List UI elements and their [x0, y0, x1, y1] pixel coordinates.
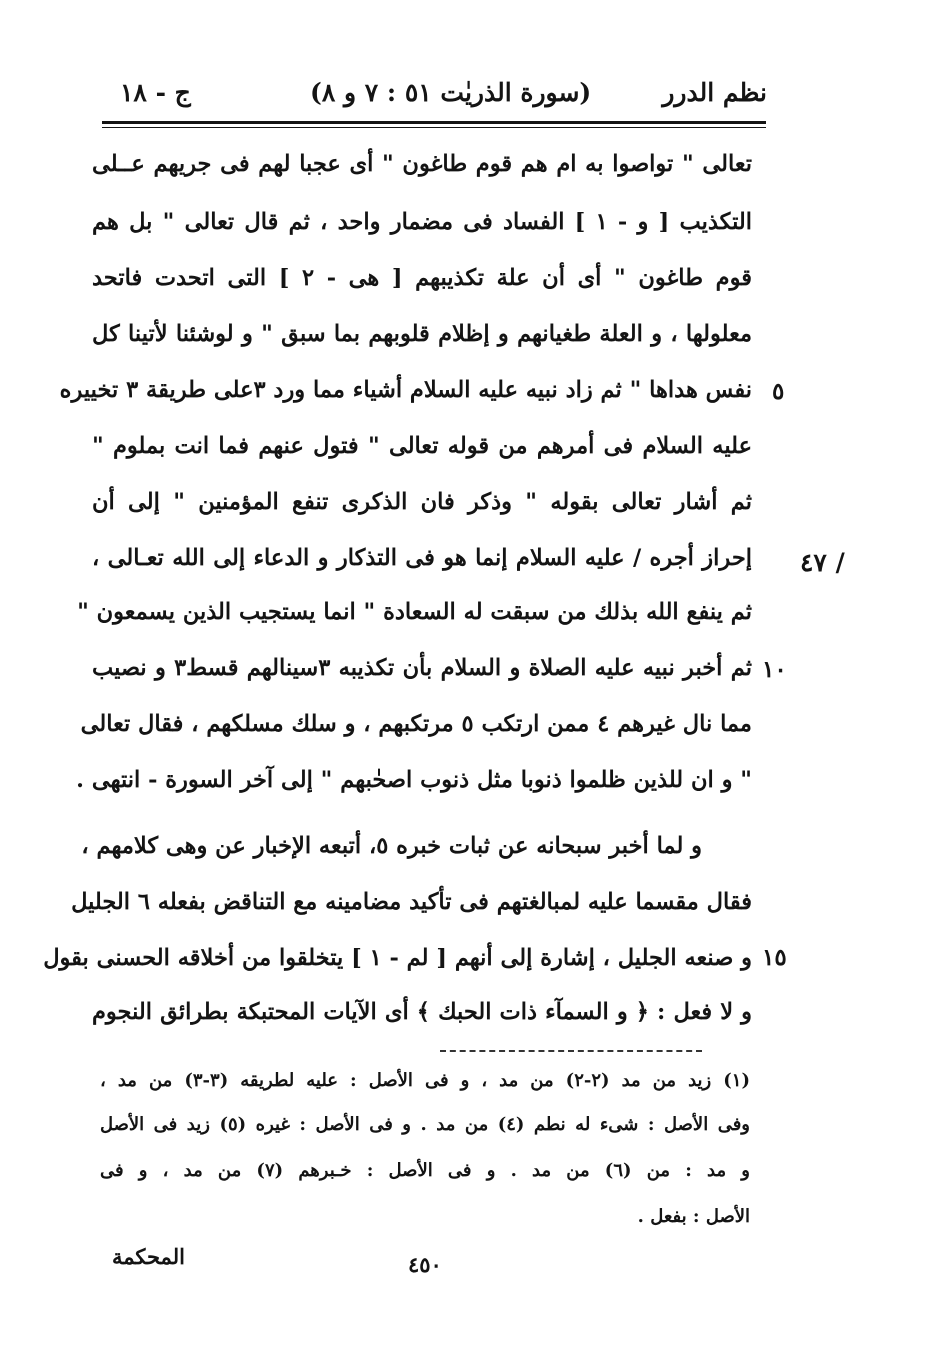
- body-line-12: " و ان للذين ظلموا ذنوبا مثل ذنوب اصحٰبهم " إلى آخر السورة - انتهى .: [76, 767, 752, 793]
- footnote-separator: [440, 1050, 702, 1053]
- footnote-line-2: وفى الأصل : شىء له نطم (٤) من مد . و فى الأصل : غيره (٥) زيد فى الأصل: [100, 1114, 750, 1135]
- body-line-3: قوم طاغون " أى أن علة تكذيبهم [ هى - ٢ ] التى اتحدت فاتحد: [92, 265, 752, 291]
- line-number-10: ١٠: [762, 656, 787, 683]
- header-surah-reference: (سورة الذريٰت ٥١ : ٧ و ٨): [310, 78, 592, 107]
- body-line-4: معلولها ، و العلة طغيانهم و إظلام قلوبهم بما سبق " و لوشئنا لأتينا كل: [92, 321, 752, 347]
- body-line-10: ثم أخبر نبيه عليه الصلاة و السلام بأن تكذيبه ٣سينالهم قسط٣ و نصيب: [92, 655, 752, 681]
- header-rule-thin: [102, 127, 766, 128]
- footnote-line-3: و مد : من (٦) من مد . و فى الأصل : خـبرهم (٧) من مد ، و فى: [100, 1160, 750, 1181]
- body-line-1: تعالى " تواصوا به ام هم قوم طاغون " أى عجبا لهم فى جريهم عــلى: [92, 151, 752, 177]
- header-volume: ج - ١٨: [120, 78, 191, 107]
- footnote-line-1: (١) زيد من مد (٢-٢) من مد ، و فى الأصل : عليه لطريقه (٣-٣) من مد ،: [100, 1070, 750, 1091]
- line-number-15: ١٥: [762, 944, 787, 971]
- body-line-16: و لا فعل : ﴿ و السمآء ذات الحبك ﴾ أى الآيات المحتبكة بطرائق النجوم: [92, 999, 752, 1025]
- body-line-5: نفس هداها " ثم زاد نبيه عليه السلام أشياء مما ورد ٣على طريقة ٣ تخييره: [59, 377, 752, 403]
- line-number-5: ٥: [772, 378, 785, 405]
- body-line-14: فقال مقسما عليه لمبالغتهم فى تأكيد مضامينه مع التناقض بفعله ٦ الجليل: [71, 889, 752, 915]
- header-book-title: نظم الدرر: [662, 78, 767, 107]
- body-line-9: ثم ينفع الله بذلك من سبقت له السعادة " انما يستجيب الذين يسمعون ": [77, 599, 752, 625]
- header-rule-thick: [102, 121, 766, 124]
- footnote-line-4: الأصل : بفعل .: [637, 1206, 750, 1227]
- body-line-11: مما نال غيرهم ٤ ممن ارتكب ٥ مرتكبهم ، و سلك مسلكهم ، فقال تعالى: [80, 711, 752, 737]
- page-number: ٤٥٠: [408, 1252, 442, 1277]
- body-line-13: و لما أخبر سبحانه عن ثبات خبره ٥، أتبعه الإخبار عن وهى كلامهم ،: [81, 833, 702, 859]
- margin-folio-note: ٤٧ /: [800, 548, 845, 577]
- body-line-15: و صنعه الجليل ، إشارة إلى أنهم [ لم - ١ ] يتخلقوا من أخلاقه الحسنى بقول: [43, 945, 752, 971]
- body-line-6: عليه السلام فى أمرهم من قوله تعالى " فتول عنهم فما انت بملوم ": [92, 433, 752, 459]
- body-line-8: إحراز أجره / عليه السلام إنما هو فى التذكار و الدعاء إلى الله تعـالى ،: [92, 545, 752, 571]
- library-stamp: المحكمة: [112, 1244, 185, 1269]
- body-line-2: التكذيب [ و - ١ ] الفساد فى مضمار واحد ، ثم قال تعالى " بل هم: [92, 209, 752, 235]
- body-line-7: ثم أشار تعالى بقوله " وذكر فان الذكرى تنفع المؤمنين " إلى أن: [92, 489, 752, 515]
